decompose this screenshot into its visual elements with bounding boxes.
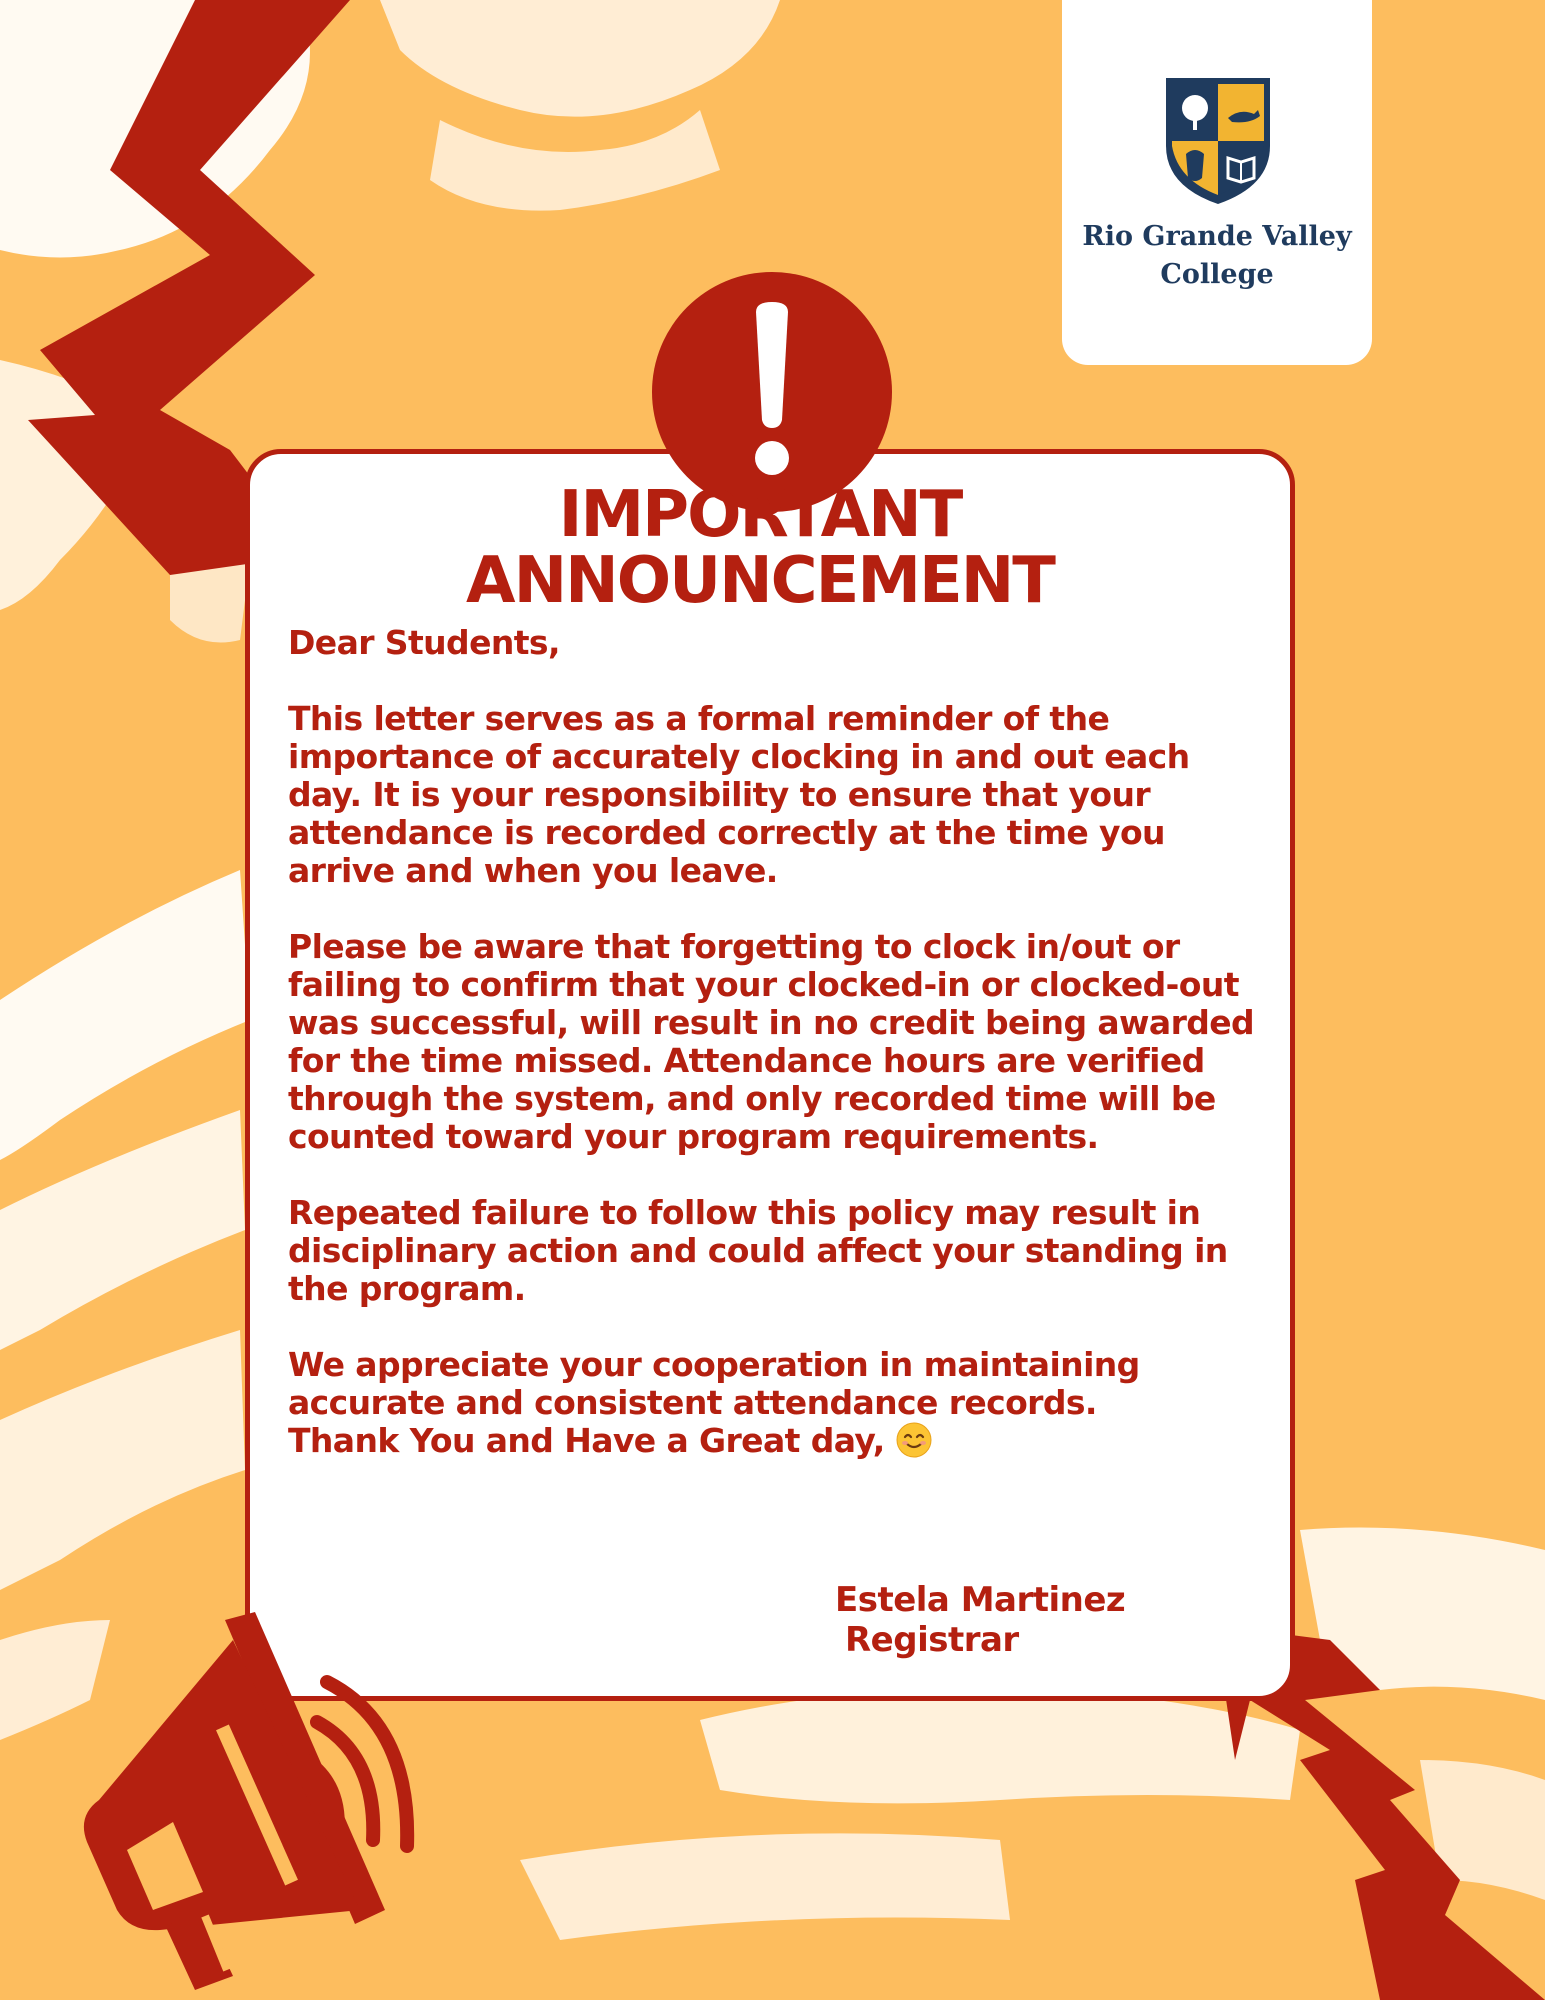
greeting: Dear Students, [288, 623, 560, 662]
smiling-face-icon [896, 1422, 932, 1458]
college-name-line2: College [1160, 259, 1274, 290]
letter-body [288, 624, 1263, 1460]
logo-card [1062, 0, 1372, 365]
signature [835, 1580, 1125, 1660]
headline-line2: ANNOUNCEMENT [466, 544, 1054, 618]
paragraph-3: Repeated failure to follow this policy may result in disciplinary action and could affect your standing in the program. [288, 1193, 1228, 1308]
signer-title: Registrar [845, 1620, 1019, 1660]
signer-name: Estela Martinez [835, 1580, 1126, 1620]
paragraph-4: We appreciate your cooperation in maintaining accurate and consistent attendance records. [288, 1345, 1140, 1422]
college-crest-icon [1162, 74, 1274, 208]
college-name-line1: Rio Grande Valley [1082, 221, 1352, 252]
paragraph-1: This letter serves as a formal reminder of the importance of accurately clocking in and out each day. It is your responsibility to ensure that your attendance is recorded correctly at the time you arrive and when you leave. [288, 699, 1190, 890]
headline-line1: IMPORTANT [558, 478, 962, 552]
college-name [1062, 218, 1372, 294]
closing-paragraph [288, 1346, 1263, 1460]
megaphone-icon [55, 1610, 445, 2000]
headline [300, 478, 1220, 618]
closing-line: Thank You and Have a Great day, [288, 1421, 885, 1460]
paragraph-2: Please be aware that forgetting to clock in/out or failing to confirm that your clocked-in or clocked-out was successful, will result in no credit being awarded for the time missed. Attendance hours are verified through the system, and only recorded time will be counted toward your program requirements. [288, 927, 1255, 1156]
